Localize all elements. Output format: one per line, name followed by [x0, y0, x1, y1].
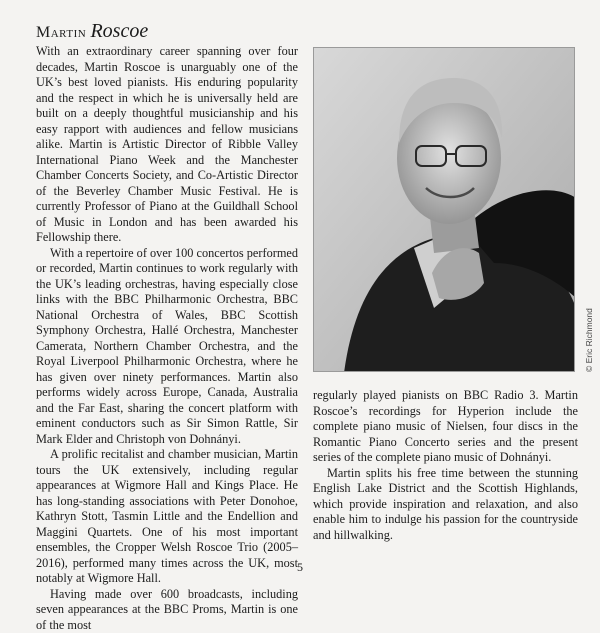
title-first-name: Martin	[36, 24, 86, 41]
photo-credit: © Eric Richmond	[584, 308, 594, 372]
left-column	[36, 44, 298, 633]
portrait-photo	[313, 47, 575, 372]
paragraph: Martin splits his free time between the stunning English Lake District and the Scottish Highlands, which provide inspiration and relaxation, and also enable him to indulge his passion for the countryside and hillwalking.	[313, 466, 578, 544]
paragraph: With a repertoire of over 100 concertos performed or recorded, Martin continues to work regularly with the UK’s leading orchestras, having especially close links with the BBC Philharmonic Orchestra, BBC National Orchestra of Wales, BBC Scottish Symphony Orchestra, Hallé Orchestra, Manchester Camerata, Northern Chamber Orchestra, and the Royal Liverpool Philharmonic Orchestra, where he has given over ninety performances. Martin also performs widely across Europe, Canada, Australia and the Far East, sharing the concert platform with eminent conductors such as Sir Simon Rattle, Sir Mark Elder and Christoph von Dohnányi.	[36, 246, 298, 448]
paragraph: A prolific recitalist and chamber musician, Martin tours the UK extensively, including regular appearances at Wigmore Hall and Kings Place. He has long-standing associations with Peter Donohoe, Kathryn Stott, Tasmin Little and the Endellion and Maggini Quartets. One of his most important ensembles, the Cropper Welsh Roscoe Trio (2005–2016), performed many times across the UK, most notably at Wigmore Hall.	[36, 447, 298, 587]
page-number: 5	[0, 560, 600, 575]
portrait-illustration	[314, 48, 575, 372]
paragraph: With an extraordinary career spanning over four decades, Martin Roscoe is unarguably one of the UK’s best loved pianists. His enduring popularity and the respect in which he is universally held are built on a deeply thoughtful musicianship and his easy rapport with audiences and fellow musicians alike. Martin is Artistic Director of Ribble Valley International Piano Week and the Manchester Chamber Concerts Society, and Co-Artistic Director of the Beverley Chamber Music Festival. He is currently Professor of Piano at the Guildhall School of Music in London and has been awarded his Fellowship there.	[36, 44, 298, 246]
title-last-name: Roscoe	[90, 20, 148, 42]
paragraph: regularly played pianists on BBC Radio 3. Martin Roscoe’s recordings for Hyperion include the complete piano music of Nielsen, four discs in the Romantic Piano Concerto series and the present series of the complete piano music of Dohnányi.	[313, 388, 578, 466]
paragraph: Having made over 600 broadcasts, including seven appearances at the BBC Proms, Martin is one of the most	[36, 587, 298, 633]
page-title	[36, 20, 148, 44]
right-column	[313, 388, 578, 543]
